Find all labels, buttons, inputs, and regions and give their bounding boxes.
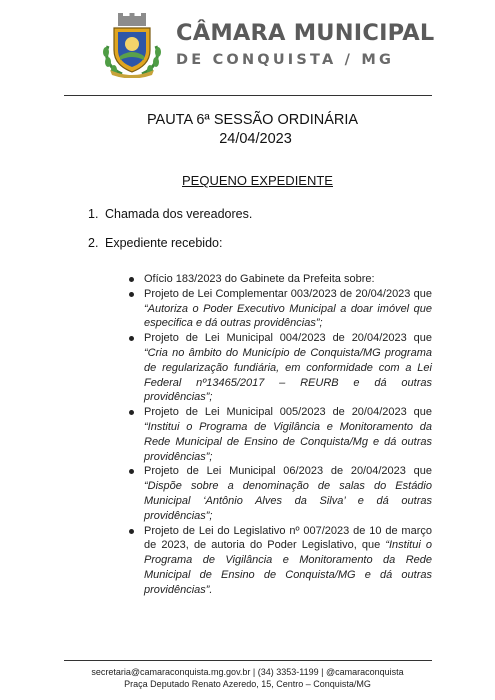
item-text: Ofício 183/2023 do Gabinete da Prefeita sobre: (144, 273, 375, 285)
item-quote: “Institui o Programa de Vigilância e Monitoramento da Rede Municipal de Ensino de Conquista/MG e dá outras providências”. (144, 539, 432, 596)
item-text: Projeto de Lei do Legislativo nº 007/2023 de 10 de março de 2023, de autoria do Poder Legislativo, que (144, 524, 432, 552)
item-text: Projeto de Lei Municipal 005/2023 de 20/04/2023 que (144, 406, 432, 419)
bullet-icon (129, 410, 134, 415)
item-text: Projeto de Lei Municipal 004/2023 de 20/04/2023 que (144, 332, 432, 345)
item-quote: “Autoriza o Poder Executivo Municipal a doar imóvel que especifica e dá outras providências”; (144, 302, 432, 330)
bullet-icon (129, 277, 134, 282)
agenda-item-1 (88, 207, 252, 221)
agenda-item-2 (88, 236, 222, 250)
list-item (128, 405, 432, 464)
bullet-icon (129, 529, 134, 534)
agenda-item-number: 1. (88, 207, 99, 221)
list-item (128, 331, 432, 405)
item-text: Projeto de Lei Municipal 06/2023 de 20/04/2023 que (144, 465, 432, 478)
list-item (128, 272, 432, 287)
item-quote: “Dispõe sobre a denominação de salas do Estádio Municipal ‘Antônio Alves da Silva’ e dá outras providências”; (144, 480, 432, 522)
header-divider (64, 95, 432, 96)
agenda-item-label: Chamada dos vereadores. (105, 207, 253, 221)
footer-divider (64, 660, 432, 661)
expediente-list (128, 272, 432, 598)
footer-address: Praça Deputado Renato Azeredo, 15, Centro – Conquista/MG (124, 679, 371, 689)
document-title: PAUTA 6ª SESSÃO ORDINÁRIA (146, 112, 359, 128)
list-item (128, 524, 432, 598)
municipal-crest-icon (100, 12, 164, 78)
footer-contact: secretaria@camaraconquista.mg.gov.br | (34) 3353-1199 | @camaraconquista (91, 667, 404, 677)
item-text: Projeto de Lei Complementar 003/2023 de 20/04/2023 que (144, 287, 432, 300)
agenda-item-label: Expediente recebido: (105, 236, 223, 250)
bullet-icon (129, 469, 134, 474)
document-date: 24/04/2023 (219, 131, 292, 147)
section-heading: PEQUENO EXPEDIENTE (182, 173, 333, 188)
list-item (128, 464, 432, 523)
item-quote: “Cria no âmbito do Município de Conquista/MG programa de regularização fundiária, em conformidade com a Lei Federal nº13465/2017 – REURB e dá outras providências”; (144, 346, 432, 404)
letterhead (0, 0, 495, 90)
brand-subtitle: DE CONQUISTA / MG (176, 52, 395, 68)
brand-title: CÂMARA MUNICIPAL (176, 20, 435, 46)
agenda-item-number: 2. (88, 236, 99, 250)
bullet-icon (129, 292, 134, 297)
item-quote: “Institui o Programa de Vigilância e Monitoramento da Rede Municipal de Ensino de Conquista/Mg e dá outras providências”; (144, 420, 432, 463)
list-item (128, 287, 432, 331)
bullet-icon (129, 336, 134, 341)
